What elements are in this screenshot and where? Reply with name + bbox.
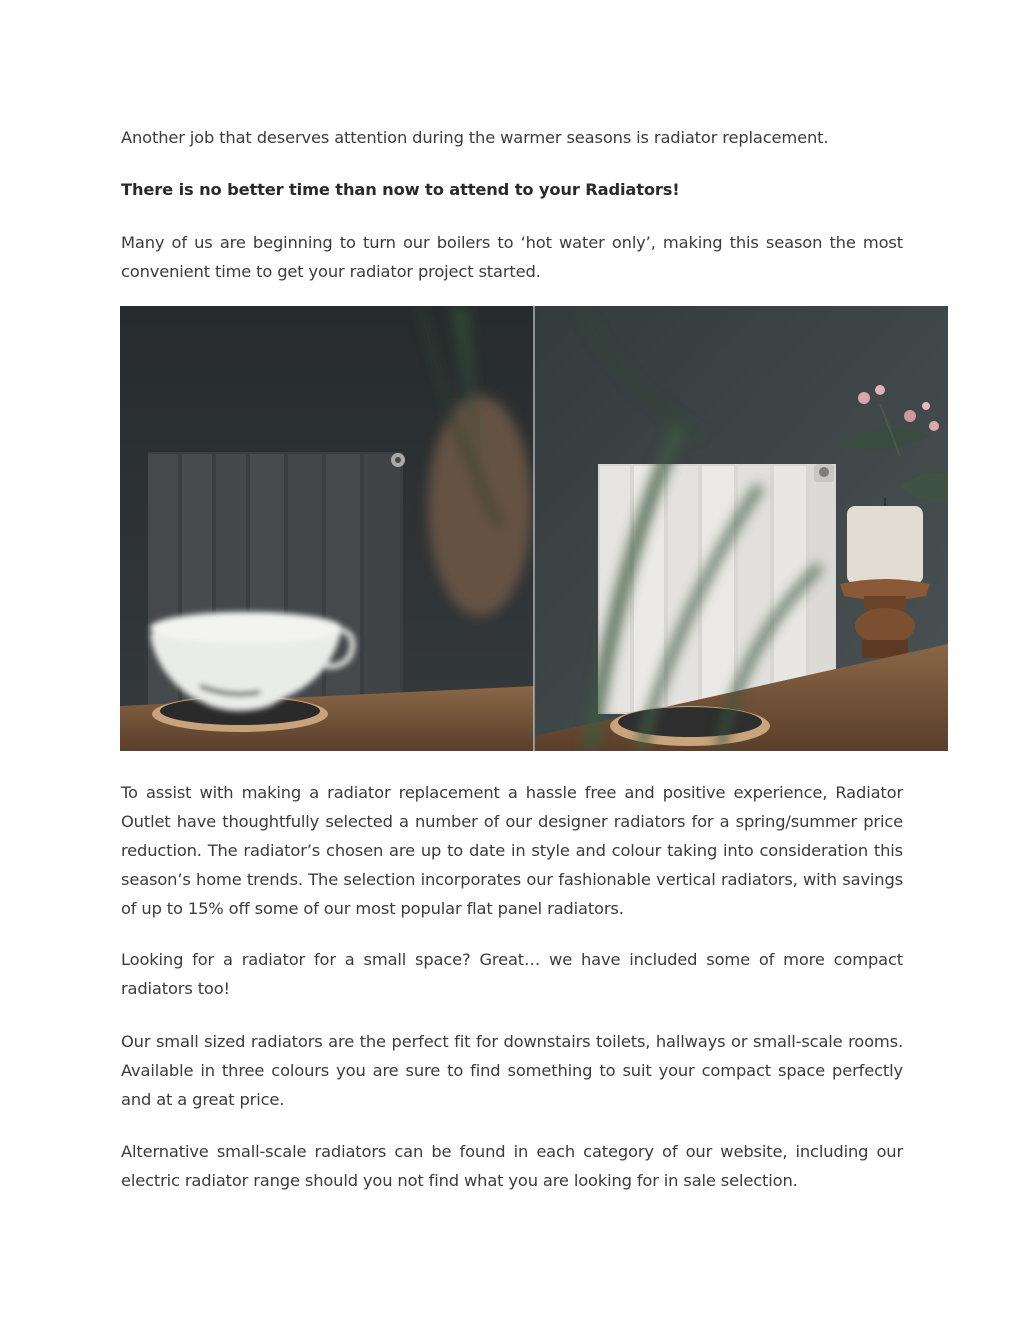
intro-paragraph: Another job that deserves attention during the warmer seasons is radiator replacement.	[121, 128, 829, 147]
headline-paragraph: There is no better time than now to attend to your Radiators!	[121, 180, 680, 199]
alternative-paragraph: Alternative small-scale radiators can be found in each category of our website, including our electric radiator range should you not find what you are looking for in sale selection.	[121, 1142, 903, 1190]
small-space-paragraph: Looking for a radiator for a small space? Great… we have included some of more compact radiators too!	[121, 950, 903, 998]
radiator-photo	[120, 306, 948, 751]
assist-paragraph: To assist with making a radiator replacement a hassle free and positive experience, Radiator Outlet have thoughtfully selected a number of our designer radiators for a spring/summer price reduction. The radiator’s chosen are up to date in style and colour taking into consideration this season’s home trends. The selection incorporates our fashionable vertical radiators, with savings of up to 15% off some of our most popular flat panel radiators.	[121, 783, 903, 918]
small-sized-paragraph: Our small sized radiators are the perfect fit for downstairs toilets, hallways or small-scale rooms. Available in three colours you are sure to find something to suit your compact space perfectly and at a great price.	[121, 1032, 903, 1109]
boilers-paragraph: Many of us are beginning to turn our boilers to ‘hot water only’, making this season the most convenient time to get your radiator project started.	[121, 233, 903, 281]
